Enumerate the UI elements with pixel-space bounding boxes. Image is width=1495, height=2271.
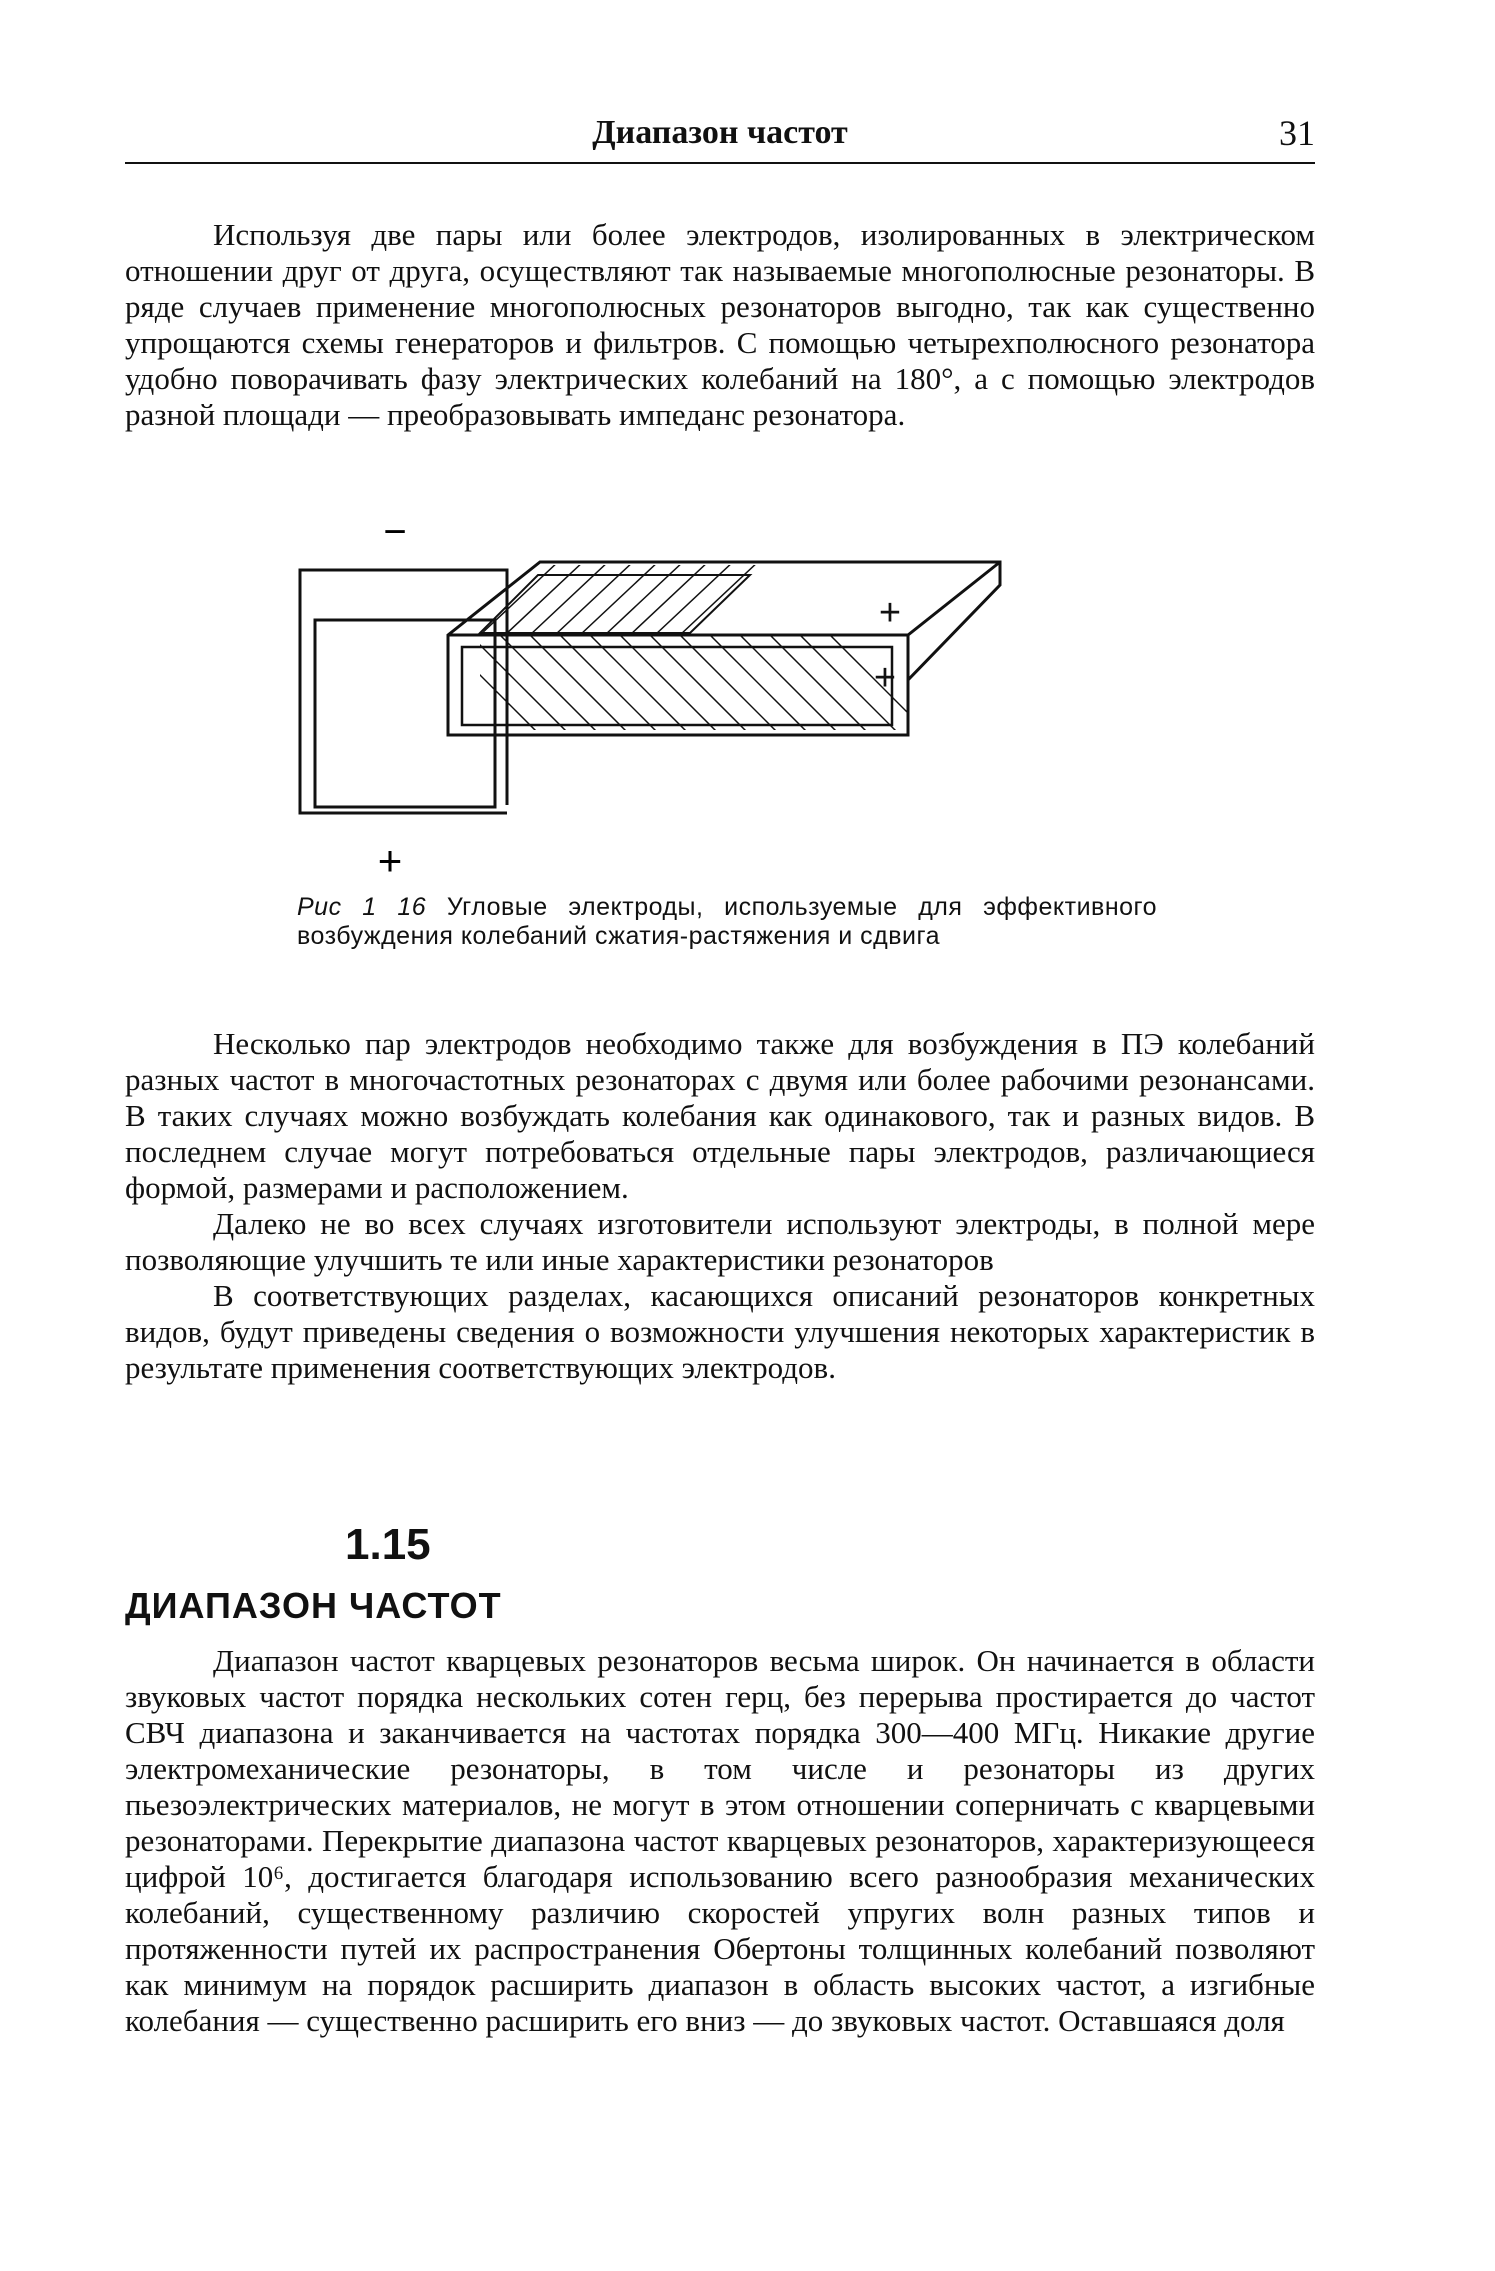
front-electrode xyxy=(462,647,892,725)
plus-label-left: + xyxy=(377,837,403,884)
figure-caption xyxy=(297,893,1157,951)
section-number: 1.15 xyxy=(345,1520,431,1569)
paragraph: Используя две пары или более электродов, изолированных в электрическом отношении друг от друга, осуществляют так называемые многополюсные резонаторы. В ряде случаев применение многополюсных резонаторов выгодно, так как существенно упрощаются схемы генераторов и фильтров. С помощью четырехполюсного резонатора удобно поворачивать фазу электрических колебаний на 180°, а с помощью электродов разной площади — преобразовывать импеданс резонатора. xyxy=(125,217,1315,432)
figure-caption-text: Угловые электроды, используемые для эффективного возбуждения колебаний сжатия-растяжения и сдвига xyxy=(297,893,1157,950)
running-header xyxy=(125,112,1315,164)
running-title: Диапазон частот xyxy=(592,114,848,151)
figure-caption-label: Рис 1 16 xyxy=(297,893,427,921)
paragraph: В соответствующих разделах, касающихся описаний резонаторов конкретных видов, будут приведены сведения о возможности улучшения некоторых характеристик в результате применения соответствующих электродов. xyxy=(125,1278,1315,1385)
lower-electrode xyxy=(300,625,507,813)
plus-label-block-top: + xyxy=(878,592,902,634)
body-text-middle xyxy=(125,1026,1315,1386)
paragraph: Несколько пар электродов необходимо также для возбуждения в ПЭ колебаний разных частот в многочастотных резонаторах с двумя или более рабочими резонансами. В таких случаях можно возбуждать колебания как одинакового, так и разных видов. В последнем случае могут потребоваться отдельные пары электродов, различающиеся формой, размерами и расположением. xyxy=(125,1026,1315,1205)
figure-electrodes xyxy=(280,520,1180,890)
block-electrodes-drawing xyxy=(440,560,1000,735)
top-hatching xyxy=(480,560,785,635)
minus-label: − xyxy=(383,520,407,554)
corner-electrodes-drawing xyxy=(300,570,507,813)
paragraph: Диапазон частот кварцевых резонаторов весьма широк. Он начинается в области звуковых частот порядка нескольких сотен герц, без перерыва простирается до частот СВЧ диапазона и заканчивается на частотах порядка 300—400 МГц. Никакие другие электромеханические резонаторы, в том числе и резонаторы из других пьезоэлектрических материалов, не могут в этом отношении соперничать с кварцевыми резонаторами. Перекрытие диапазона частот кварцевых резонаторов, характеризующееся цифрой 10⁶, достигается благодаря использованию всего разнообразия механических колебаний, существенному различию скоростей упругих волн разных типов и протяженности путей их распространения Обертоны толщинных колебаний позволяют как минимум на порядок расширить диапазон в область высоких частот, а изгибные колебания — существенно расширить его вниз — до звуковых частот. Оставшаяся доля xyxy=(125,1643,1315,2038)
body-text-top xyxy=(125,217,1315,433)
plus-label-block-front: + xyxy=(873,657,897,699)
upper-electrode xyxy=(300,570,507,805)
paragraph: Далеко не во всех случаях изготовители используют электроды, в полной мере позволяющие улучшить те или иные характеристики резонаторов xyxy=(125,1206,1315,1277)
section-title: ДИАПАЗОН ЧАСТОТ xyxy=(125,1585,502,1626)
front-hatching xyxy=(440,635,930,735)
body-text-bottom xyxy=(125,1643,1315,2039)
page-number: 31 xyxy=(1279,113,1315,153)
